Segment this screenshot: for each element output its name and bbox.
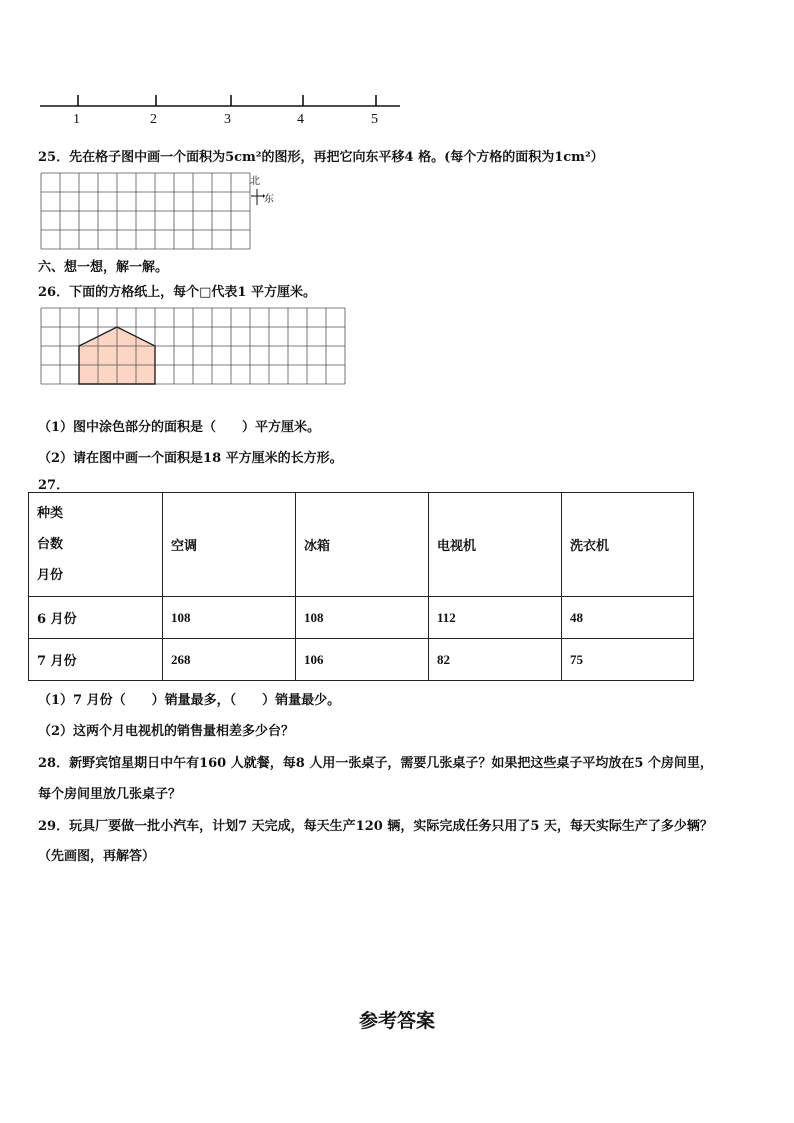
table-cell: 268 [163,639,296,681]
table-cell: 108 [296,597,429,639]
question-29-line-2: （先画图，再解答） [38,849,156,864]
ruler-label-3: 3 [224,112,231,127]
section-heading: 六、想一想，解一解。 [38,260,169,275]
table-cell: 48 [562,597,694,639]
number-line [0,90,420,112]
ruler-label-1: 1 [73,112,80,127]
compass-icon [251,185,265,207]
question-26-part-1: （1）图中涂色部分的面积是（ ）平方厘米。 [38,420,321,435]
column-header: 空调 [163,493,296,597]
sales-table [28,492,694,681]
question-27-part-2: （2）这两个月电视机的销售量相差多少台？ [38,724,295,739]
table-row [29,639,694,681]
header-line-month: 月份 [37,568,64,583]
table-cell: 75 [562,639,694,681]
question-28-line-1: 28．新野宾馆星期日中午有160 人就餐，每8 人用一张桌子，需要几张桌子？如果把这些桌子平均放在5 个房间里， [38,756,713,771]
table-cell: 108 [163,597,296,639]
compass-north-label: 北 [250,176,260,187]
table-cell: 112 [429,597,562,639]
question-28-line-2: 每个房间里放几张桌子？ [38,787,182,802]
question-27-part-1: （1）7 月份（ ）销量最多，（ ）销量最少。 [38,693,341,708]
ruler-label-5: 5 [371,112,378,127]
column-header: 冰箱 [296,493,429,597]
question-25: 25．先在格子图中画一个面积为5cm²的图形，再把它向东平移4 格。(每个方格的面积为1cm²） [38,150,604,165]
table-header-row [29,493,694,597]
question-27-label: 27． [38,478,70,493]
column-header: 洗衣机 [562,493,694,597]
question-26: 26．下面的方格纸上，每个□代表1 平方厘米。 [38,285,316,300]
header-corner-cell [29,493,163,597]
header-line-count: 台数 [37,537,64,552]
grid-q26 [40,307,347,386]
row-month: 6 月份 [29,597,163,639]
answers-title: 参考答案 [358,1010,435,1032]
question-29-line-1: 29．玩具厂要做一批小汽车，计划7 天完成，每天生产120 辆，实际完成任务只用了5 天，每天实际生产了多少辆？ [38,819,713,834]
table-row [29,597,694,639]
table-cell: 82 [429,639,562,681]
column-header: 电视机 [429,493,562,597]
question-26-part-2: （2）请在图中画一个面积是18 平方厘米的长方形。 [38,451,343,466]
grid-q25 [40,172,252,250]
table-cell: 106 [296,639,429,681]
row-month: 7 月份 [29,639,163,681]
ruler-label-4: 4 [297,112,304,127]
compass-east-label: 东 [264,194,274,205]
ruler-label-2: 2 [150,112,157,127]
header-line-category: 种类 [37,506,64,521]
